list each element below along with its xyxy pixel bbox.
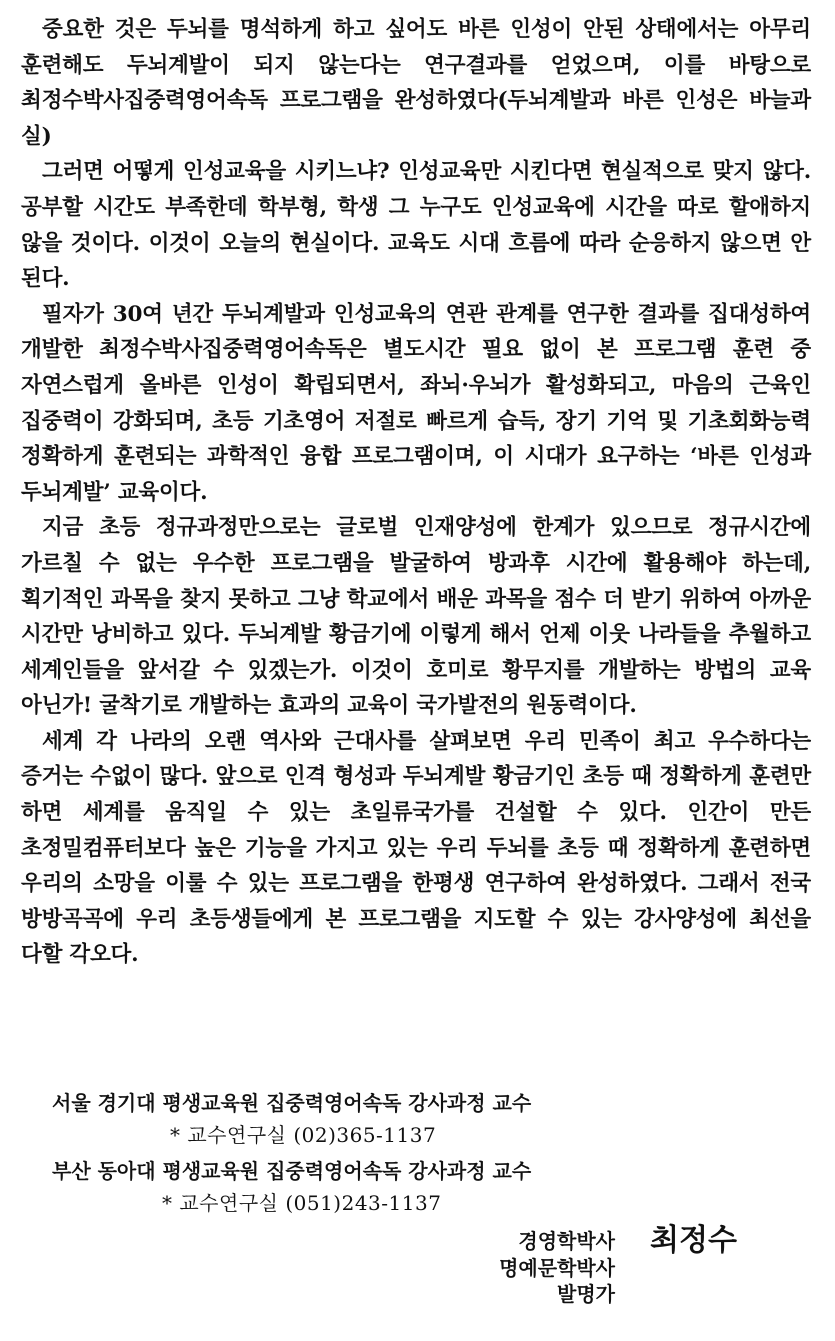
author-titles (499, 1228, 615, 1308)
paragraph: 중요한 것은 두뇌를 명석하게 하고 싶어도 바른 인성이 안된 상태에서는 아무리 훈련해도 두뇌계발이 되지 않는다는 연구결과를 얻었으며, 이를 바탕으로 최정수박사집중력영어속독 프로그램을 완성하였다(두뇌계발과 바른 인성은 바늘과 실) (21, 17, 812, 149)
article-body (21, 12, 811, 973)
office-phone-busan: * 교수연구실 (051)243-1137 (162, 1191, 442, 1215)
office-phone-seoul: * 교수연구실 (02)365-1137 (170, 1123, 437, 1147)
author-title: 명예문학박사 (499, 1255, 615, 1280)
author-title: 경영학박사 (518, 1229, 615, 1253)
paragraph: 세계 각 나라의 오랜 역사와 근대사를 살펴보면 우리 민족이 최고 우수하다는 증거는 수없이 많다. 앞으로 인격 형성과 두뇌계발 황금기인 초등 때 정확하게 훈련만 하면 세계를 움직일 수 있는 초일류국가를 건설할 수 있다. 인간이 만든 초정밀컴퓨터보다 높은 기능을 가지고 있는 우리 두뇌를 초등 때 정확하게 훈련하면 우리의 소망을 이룰 수 있는 프로그램을 한평생 연구하여 완성하였다. 그래서 전국 방방곡곡에 우리 초등생들에게 본 프로그램을 지도할 수 있는 강사양성에 최선을 다할 각오다. (21, 728, 811, 968)
paragraph: 지금 초등 정규과정만으로는 글로벌 인재양성에 한계가 있으므로 정규시간에 가르칠 수 없는 우수한 프로그램을 발굴하여 방과후 시간에 활용해야 하는데, 획기적인 과목을 찾지 못하고 그냥 학교에서 배운 과목을 점수 더 받기 위하여 아까운 시간만 낭비하고 있다. 두뇌계발 황금기에 이렇게 해서 언제 이웃 나라들을 추월하고 세계인들을 앞서갈 수 있겠는가. 이것이 호미로 황무지를 개발하는 방법의 교육 아닌가! 굴착기로 개발하는 효과의 교육이 국가발전의 원동력이다. (21, 515, 811, 719)
affiliation-seoul: 서울 경기대 평생교육원 집중력영어속독 강사과정 교수 (52, 1091, 532, 1115)
author-name: 최정수 (650, 1223, 737, 1258)
author-title: 발명가 (557, 1282, 615, 1306)
affiliation-busan: 부산 동아대 평생교육원 집중력영어속독 강사과정 교수 (52, 1159, 532, 1183)
paragraph: 필자가 30여 년간 두뇌계발과 인성교육의 연관 관계를 연구한 결과를 집대성하여 개발한 최정수박사집중력영어속독은 별도시간 필요 없이 본 프로그램 훈련 중 자연스럽게 올바른 인성이 확립되면서, 좌뇌·우뇌가 활성화되고, 마음의 근육인 집중력이 강화되며, 초등 기초영어 저절로 빠르게 습득, 장기 기억 및 기초회화능력 정확하게 훈련되는 과학적인 융합 프로그램이며, 이 시대가 요구하는 ‘바른 인성과 두뇌계발’ 교육이다. (21, 301, 811, 505)
paragraph: 그러면 어떻게 인성교육을 시키느냐? 인성교육만 시킨다면 현실적으로 맞지 않다. 공부할 시간도 부족한데 학부형, 학생 그 누구도 인성교육에 시간을 따로 할애하지 않을 것이다. 이것이 오늘의 현실이다. 교육도 시대 흐름에 따라 순응하지 않으면 안 된다. (21, 159, 811, 292)
